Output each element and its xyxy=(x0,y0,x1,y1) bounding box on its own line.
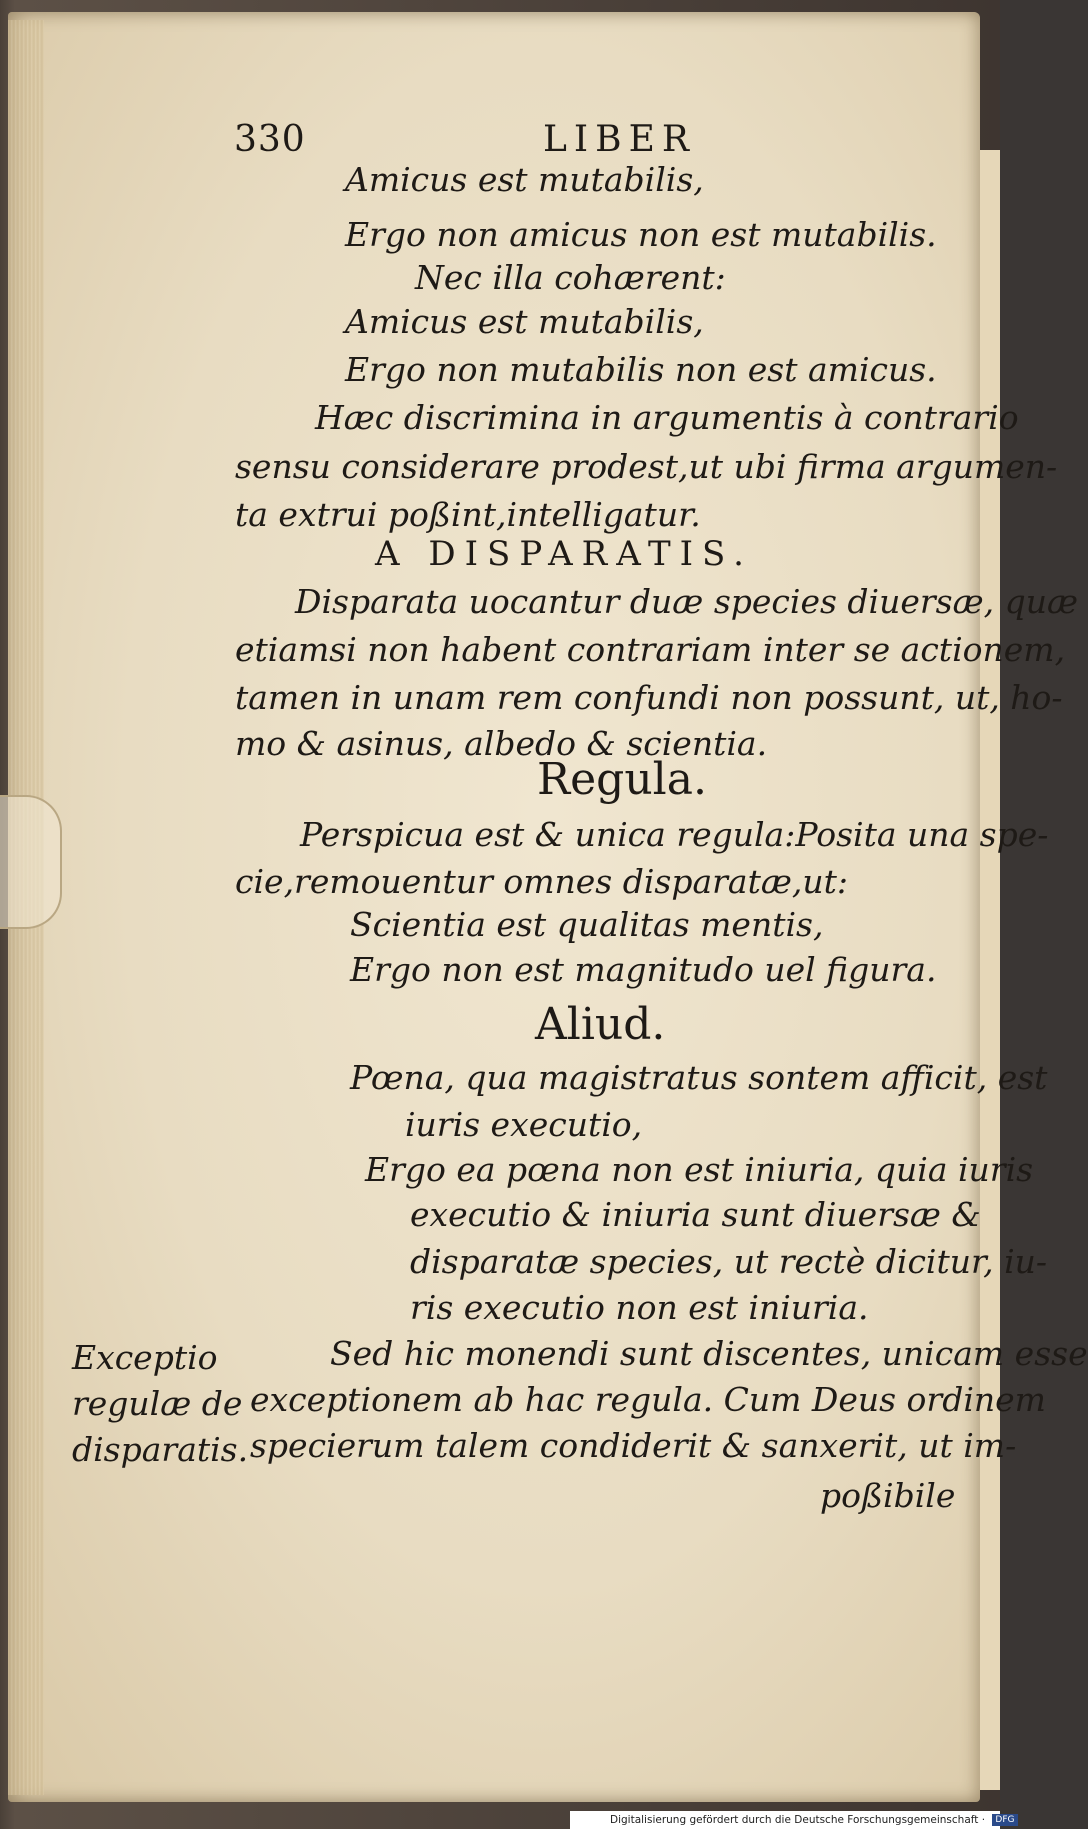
text-line: executio & iniuria sunt diuersæ & xyxy=(410,1195,981,1234)
text-line: disparatæ species, ut rectè dicitur, iu- xyxy=(410,1242,1048,1281)
margin-note-line: disparatis. xyxy=(72,1430,249,1469)
text-line: Pœna, qua magistratus sontem afficit, est xyxy=(350,1058,1048,1097)
text-line: Ergo non est magnitudo uel figura. xyxy=(350,950,937,989)
margin-note-line: Exceptio xyxy=(72,1338,218,1377)
section-heading: A DISPARATIS. xyxy=(375,534,753,574)
text-line: ta extrui poßint,intelligatur. xyxy=(235,495,701,534)
running-head: LIBER xyxy=(543,119,696,160)
page-number: 330 xyxy=(234,119,306,160)
text-line: etiamsi non habent contrariam inter se actionem, xyxy=(235,630,1066,669)
text-line: Ergo non mutabilis non est amicus. xyxy=(345,350,937,389)
digitization-footer xyxy=(570,1811,1015,1829)
text-line: specierum talem condiderit & sanxerit, ut im- xyxy=(250,1426,1017,1465)
text-line: Ergo non amicus non est mutabilis. xyxy=(345,215,937,254)
text-line: Sed hic monendi sunt discentes, unicam esse xyxy=(330,1334,1088,1373)
text-line: poßibile xyxy=(820,1476,956,1515)
text-line: sensu considerare prodest,ut ubi firma argumen- xyxy=(235,447,1058,486)
text-line: cie,remouentur omnes disparatæ,ut: xyxy=(235,862,848,901)
text-line: tamen in unam rem confundi non possunt, ut, ho- xyxy=(235,678,1063,717)
text-line: exceptionem ab hac regula. Cum Deus ordinem xyxy=(250,1380,1046,1419)
text-line: Amicus est mutabilis, xyxy=(345,160,704,199)
text-line: Disparata uocantur duæ species diuersæ, quæ xyxy=(295,582,1078,621)
other-title: Aliud. xyxy=(535,999,666,1050)
page-tab-marker xyxy=(0,795,62,929)
text-line: Scientia est qualitas mentis, xyxy=(350,905,824,944)
text-line: Hæc discrimina in argumentis à contrario xyxy=(315,398,1019,437)
margin-note-line: regulæ de xyxy=(72,1384,243,1423)
text-line: Perspicua est & unica regula:Posita una spe- xyxy=(300,815,1049,854)
text-line: iuris executio, xyxy=(405,1105,643,1144)
text-line: Nec illa cohærent: xyxy=(415,258,726,297)
rule-title: Regula. xyxy=(537,754,707,805)
text-line: mo & asinus, albedo & scientia. xyxy=(235,724,768,763)
text-line: Ergo ea pœna non est iniuria, quia iuris xyxy=(365,1150,1034,1189)
dfg-logo: DFG xyxy=(992,1814,1017,1826)
facing-page-edge xyxy=(980,150,1000,1790)
text-line: ris executio non est iniuria. xyxy=(410,1288,869,1327)
text-line: Amicus est mutabilis, xyxy=(345,302,704,341)
footer-text: Digitalisierung gefördert durch die Deutsche Forschungsgemeinschaft · xyxy=(610,1814,986,1826)
